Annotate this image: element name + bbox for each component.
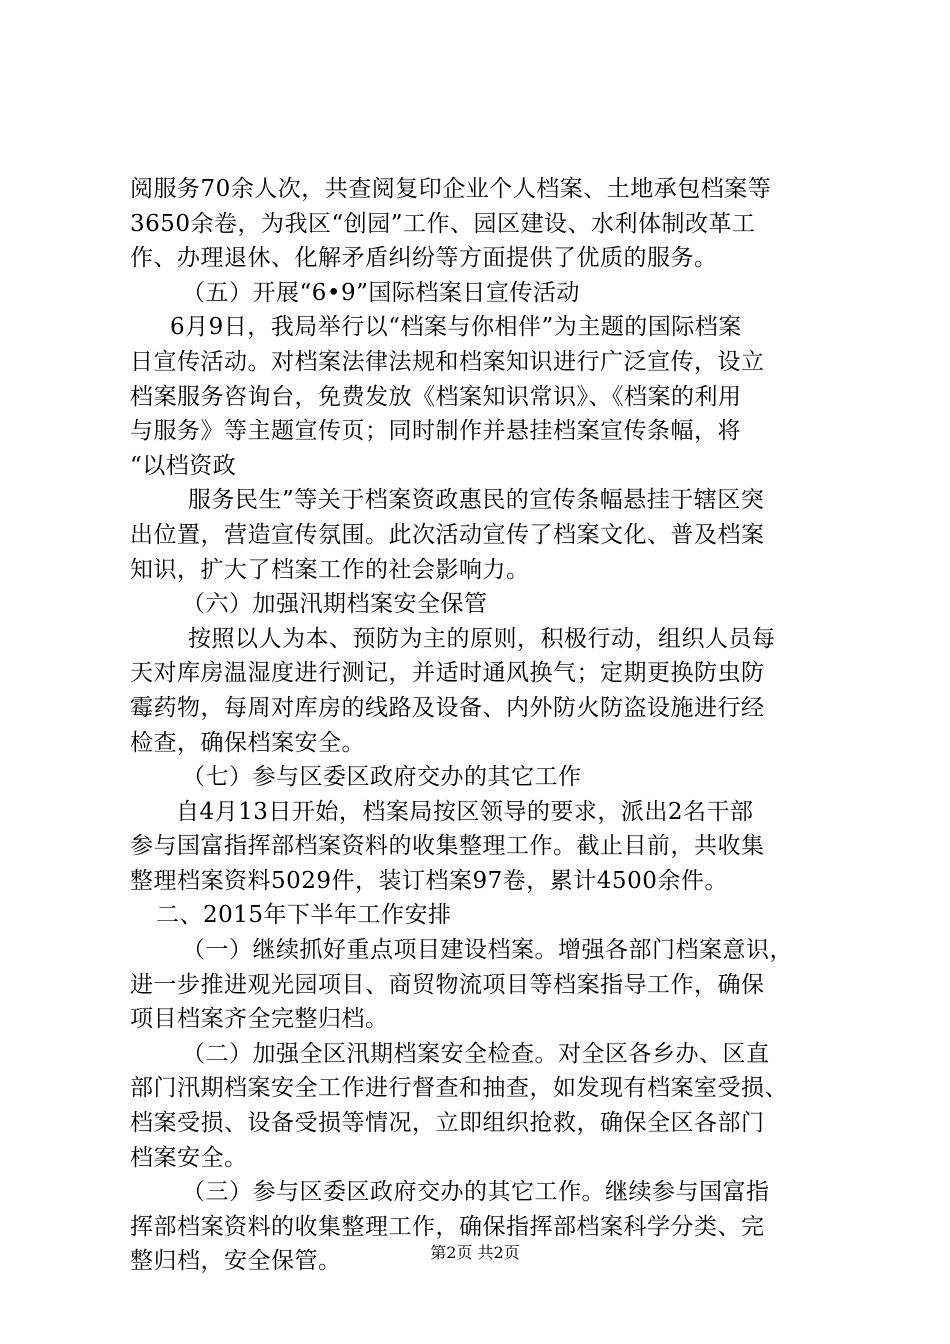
body-line: 作、办理退休、化解矛盾纠纷等方面提供了优质的服务。: [130, 245, 718, 272]
page-footer: 第2页 共2页: [430, 1243, 520, 1262]
body-line: 按照以人为本、预防为主的原则，积极行动，组织人员每: [188, 625, 776, 652]
body-line: （三）参与区委区政府交办的其它工作。继续参与国富指: [182, 1179, 770, 1206]
body-line: （一）继续抓好重点项目建设档案。增强各部门档案意识，: [182, 937, 793, 964]
body-line: 3650余卷，为我区“创园”工作、园区建设、水利体制改革工: [130, 210, 756, 237]
body-line: 出位置，营造宣传氛围。此次活动宣传了档案文化、普及档案: [130, 521, 765, 548]
body-line: 阅服务70余人次，共查阅复印企业个人档案、土地承包档案等: [130, 176, 772, 202]
section-heading: （五）开展“6•9”国际档案日宣传活动: [182, 279, 580, 306]
body-line: 6月9日，我局举行以“档案与你相伴”为主题的国际档案: [170, 314, 742, 341]
chapter-heading: 二、2015年下半年工作安排: [156, 902, 452, 929]
body-line: 档案安全。: [130, 1144, 248, 1171]
body-line: 档案服务咨询台，免费发放《档案知识常识》、《档案的利用: [130, 383, 742, 410]
body-line: 服务民生”等关于档案资政惠民的宣传条幅悬挂于辖区突: [188, 487, 765, 514]
body-line: 日宣传活动。对档案法律法规和档案知识进行广泛宣传，设立: [130, 348, 765, 375]
body-line: 挥部档案资料的收集整理工作，确保指挥部档案科学分类、完: [130, 1213, 765, 1240]
body-line: 霉药物，每周对库房的线路及设备、内外防火防盗设施进行经: [130, 694, 765, 721]
body-line: 整归档，安全保管。: [130, 1248, 342, 1275]
body-line: 部门汛期档案安全工作进行督查和抽查，如发现有档案室受损、: [130, 1075, 788, 1102]
body-line: 档案受损、设备受损等情况，立即组织抢救，确保全区各部门: [130, 1110, 765, 1137]
body-line: 参与国富指挥部档案资料的收集整理工作。截止目前，共收集: [130, 833, 765, 860]
body-line: 与服务》等主题宣传页；同时制作并悬挂档案宣传条幅，将: [130, 418, 741, 445]
body-line: 自4月13日开始，档案局按区领导的要求，派出2名干部: [176, 798, 754, 825]
body-line: “以档资政: [130, 452, 237, 479]
body-line: （二）加强全区汛期档案安全检查。对全区各乡办、区直: [182, 1040, 770, 1067]
body-line: 检查，确保档案安全。: [130, 729, 365, 756]
section-heading: （七）参与区委区政府交办的其它工作: [182, 764, 582, 791]
body-line: 进一步推进观光园项目、商贸物流项目等档案指导工作，确保: [130, 971, 765, 998]
body-line: 项目档案齐全完整归档。: [130, 1006, 389, 1033]
body-line: 整理档案资料5029件，装订档案97卷，累计4500余件。: [130, 867, 728, 894]
body-line: 知识，扩大了档案工作的社会影响力。: [130, 556, 530, 583]
section-heading: （六）加强汛期档案安全保管: [182, 591, 488, 618]
document-body: [130, 172, 835, 1279]
body-line: 天对库房温湿度进行测记，并适时通风换气；定期更换防虫防: [130, 660, 765, 687]
